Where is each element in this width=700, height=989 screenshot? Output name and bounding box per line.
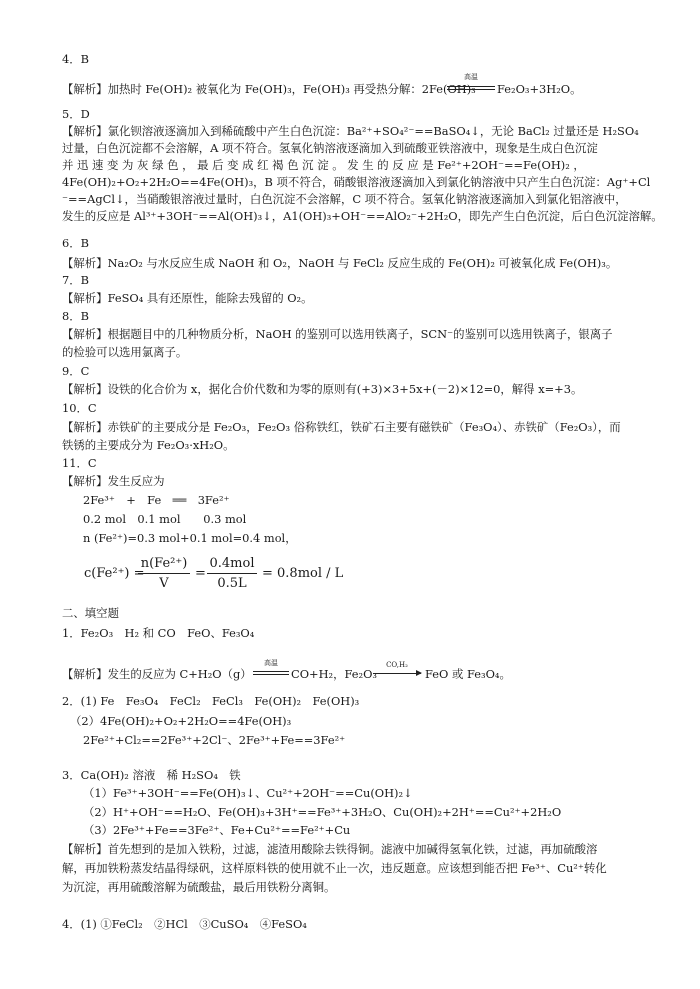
fraction-denominator: 0.5L xyxy=(217,576,247,591)
fill-3-line-1: 3．Ca(OH)₂ 溶液 稀 H₂SO₄ 铁 xyxy=(62,768,241,782)
q7-explanation: 【解析】FeSO₄ 具有还原性，能除去残留的 O₂。 xyxy=(62,291,313,305)
reaction-equals-bar xyxy=(447,86,495,87)
reaction-equals-bar xyxy=(253,674,289,675)
fill-1-exp-b: CO+H₂，Fe₂O₃ xyxy=(291,667,377,681)
fill-3-line-6: 解，再加铁粉蒸发结晶得绿矾，这样原料铁的使用就不止一次，违反题意。应该想到能否把 Fe³⁺、Cu²⁺转化 xyxy=(62,861,607,875)
q5-line-4: 4Fe(OH)₂+O₂+2H₂O==4Fe(OH)₃，B 项不符合，硝酸银溶液逐滴加入到氯化钠溶液中只产生白色沉淀：Ag⁺+Cl xyxy=(62,175,651,189)
q5-line-6: 发生的反应是 Al³⁺+3OH⁻==Al(OH)₃↓，A1(OH)₃+OH⁻==AlO₂⁻+2H₂O，即先产生白色沉淀，后白色沉淀溶解。 xyxy=(62,209,663,223)
fill-3-line-3: （2）H⁺+OH⁻==H₂O、Fe(OH)₃+3H⁺==Fe³⁺+3H₂O、Cu(OH)₂+2H⁺==Cu²⁺+2H₂O xyxy=(83,805,562,819)
q11-explanation: 【解析】发生反应为 xyxy=(62,474,165,488)
q6-number: 6．B xyxy=(62,236,90,250)
q9-explanation: 【解析】设铁的化合价为 x，据化合价代数和为零的原则有(+3)×3+5x+(－2)×12=0，解得 x=+3。 xyxy=(62,382,583,396)
q6-explanation: 【解析】Na₂O₂ 与水反应生成 NaOH 和 O₂，NaOH 与 FeCl₂ 反应生成的 Fe(OH)₂ 可被氧化成 Fe(OH)₃。 xyxy=(62,256,618,270)
fill-3-line-4: （3）2Fe³⁺+Fe==3Fe²⁺、Fe+Cu²⁺==Fe²⁺+Cu xyxy=(83,823,351,837)
reaction-equals-bar xyxy=(447,89,495,90)
fill-1-exp-c: FeO 或 Fe₃O₄。 xyxy=(425,667,511,681)
q11-n-line: n (Fe²⁺)=0.3 mol+0.1 mol=0.4 mol， xyxy=(83,531,297,545)
q8-number: 8．B xyxy=(62,309,90,323)
fraction-numerator: n(Fe²⁺) xyxy=(140,556,188,571)
q8-line-2: 的检验可以选用氯离子。 xyxy=(62,345,188,359)
q11-c-left: c(Fe²⁺) = xyxy=(84,566,145,581)
q5-line-2: 过量，白色沉淀都不会溶解，A 项不符合。氢氧化钠溶液逐滴加入到硫酸亚铁溶液中，现象是生成白色沉淀 xyxy=(62,141,598,155)
q11-c-right: = 0.8mol / L xyxy=(262,566,344,581)
q8-line-1: 【解析】根据题目中的几种物质分析，NaOH 的鉴别可以选用铁离子，SCN⁻的鉴别可以选用铁离子，银离子 xyxy=(62,327,613,341)
reaction-equals-bar xyxy=(253,671,289,672)
fill-3-line-5: 【解析】首先想到的是加入铁粉，过滤，滤渣用酸除去铁得铜。滤液中加碱得氢氧化铁，过滤，再加硫酸溶 xyxy=(62,842,598,856)
fill-2-line-1: 2．(1) Fe Fe₃O₄ FeCl₂ FeCl₃ Fe(OH)₂ Fe(OH)₃ xyxy=(62,694,360,708)
q7-number: 7．B xyxy=(62,273,90,287)
q9-number: 9．C xyxy=(62,364,90,378)
fraction-denominator: V xyxy=(159,576,169,591)
fill-4-line-1: 4．(1) ①FeCl₂ ②HCl ③CuSO₄ ④FeSO₄ xyxy=(62,917,307,931)
fill-section-heading: 二、填空题 xyxy=(62,606,119,620)
q11-number: 11．C xyxy=(62,456,97,470)
fraction-bar xyxy=(138,573,190,574)
q10-line-2: 铁锈的主要成分为 Fe₂O₃·xH₂O。 xyxy=(62,438,235,452)
fill-3-line-2: （1）Fe³⁺+3OH⁻==Fe(OH)₃↓、Cu²⁺+2OH⁻==Cu(OH)₂↓ xyxy=(83,786,413,800)
q11-equation: 2Fe³⁺ + Fe ══ 3Fe²⁺ xyxy=(83,493,230,507)
q5-line-3: 并 迅 速 变 为 灰 绿 色 ， 最 后 变 成 红 褐 色 沉 淀 。 发 生 的 反 应 是 Fe²⁺+2OH⁻==Fe(OH)₂ ， xyxy=(62,158,585,172)
fill-2-line-2: （2）4Fe(OH)₂+O₂+2H₂O==4Fe(OH)₃ xyxy=(70,714,292,728)
q5-line-1: 【解析】氯化钡溶液逐滴加入到稀硫酸中产生白色沉淀：Ba²⁺+SO₄²⁻==BaSO₄↓，无论 BaCl₂ 过量还是 H₂SO₄ xyxy=(62,124,639,138)
q11-c-equals: = xyxy=(195,566,206,581)
fill-3-line-7: 为沉淀，再用硫酸溶解为硫酸盐，最后用铁粉分离铜。 xyxy=(62,880,336,894)
reaction-arrow xyxy=(373,673,421,674)
q4-products: Fe₂O₃+3H₂O。 xyxy=(497,82,582,96)
arrow-condition: CO,H₂ xyxy=(386,661,408,669)
fill-1-exp-a: 【解析】发生的反应为 C+H₂O（g） xyxy=(62,667,252,681)
q10-line-1: 【解析】赤铁矿的主要成分是 Fe₂O₃，Fe₂O₃ 俗称铁红，铁矿石主要有磁铁矿（Fe₃O₄）、赤铁矿（Fe₂O₃），而 xyxy=(62,420,621,434)
q4-explanation xyxy=(62,82,476,96)
fill-1-answer: 1．Fe₂O₃ H₂ 和 CO FeO、Fe₃O₄ xyxy=(62,626,255,640)
q5-number: 5．D xyxy=(62,107,90,121)
fraction-bar xyxy=(207,573,257,574)
reaction-condition: 高温 xyxy=(264,659,278,667)
q4-number: 4．B xyxy=(62,52,90,66)
q10-number: 10．C xyxy=(62,401,97,415)
q11-mol-line: 0.2 mol 0.1 mol 0.3 mol xyxy=(83,512,247,526)
reaction-condition: 高温 xyxy=(464,73,478,81)
fill-2-line-3: 2Fe²⁺+Cl₂==2Fe³⁺+2Cl⁻、2Fe³⁺+Fe==3Fe²⁺ xyxy=(83,733,346,747)
q5-line-5: ⁻==AgCl↓，当硝酸银溶液过量时，白色沉淀不会溶解，C 项不符合。氢氧化钠溶液逐滴加入到氯化铝溶液中， xyxy=(62,192,627,206)
q4-explanation-text: 【解析】加热时 Fe(OH)₂ 被氧化为 Fe(OH)₃，Fe(OH)₃ 再受热分解：2Fe(OH)₃ xyxy=(62,82,476,96)
fraction-numerator: 0.4mol xyxy=(209,556,255,571)
